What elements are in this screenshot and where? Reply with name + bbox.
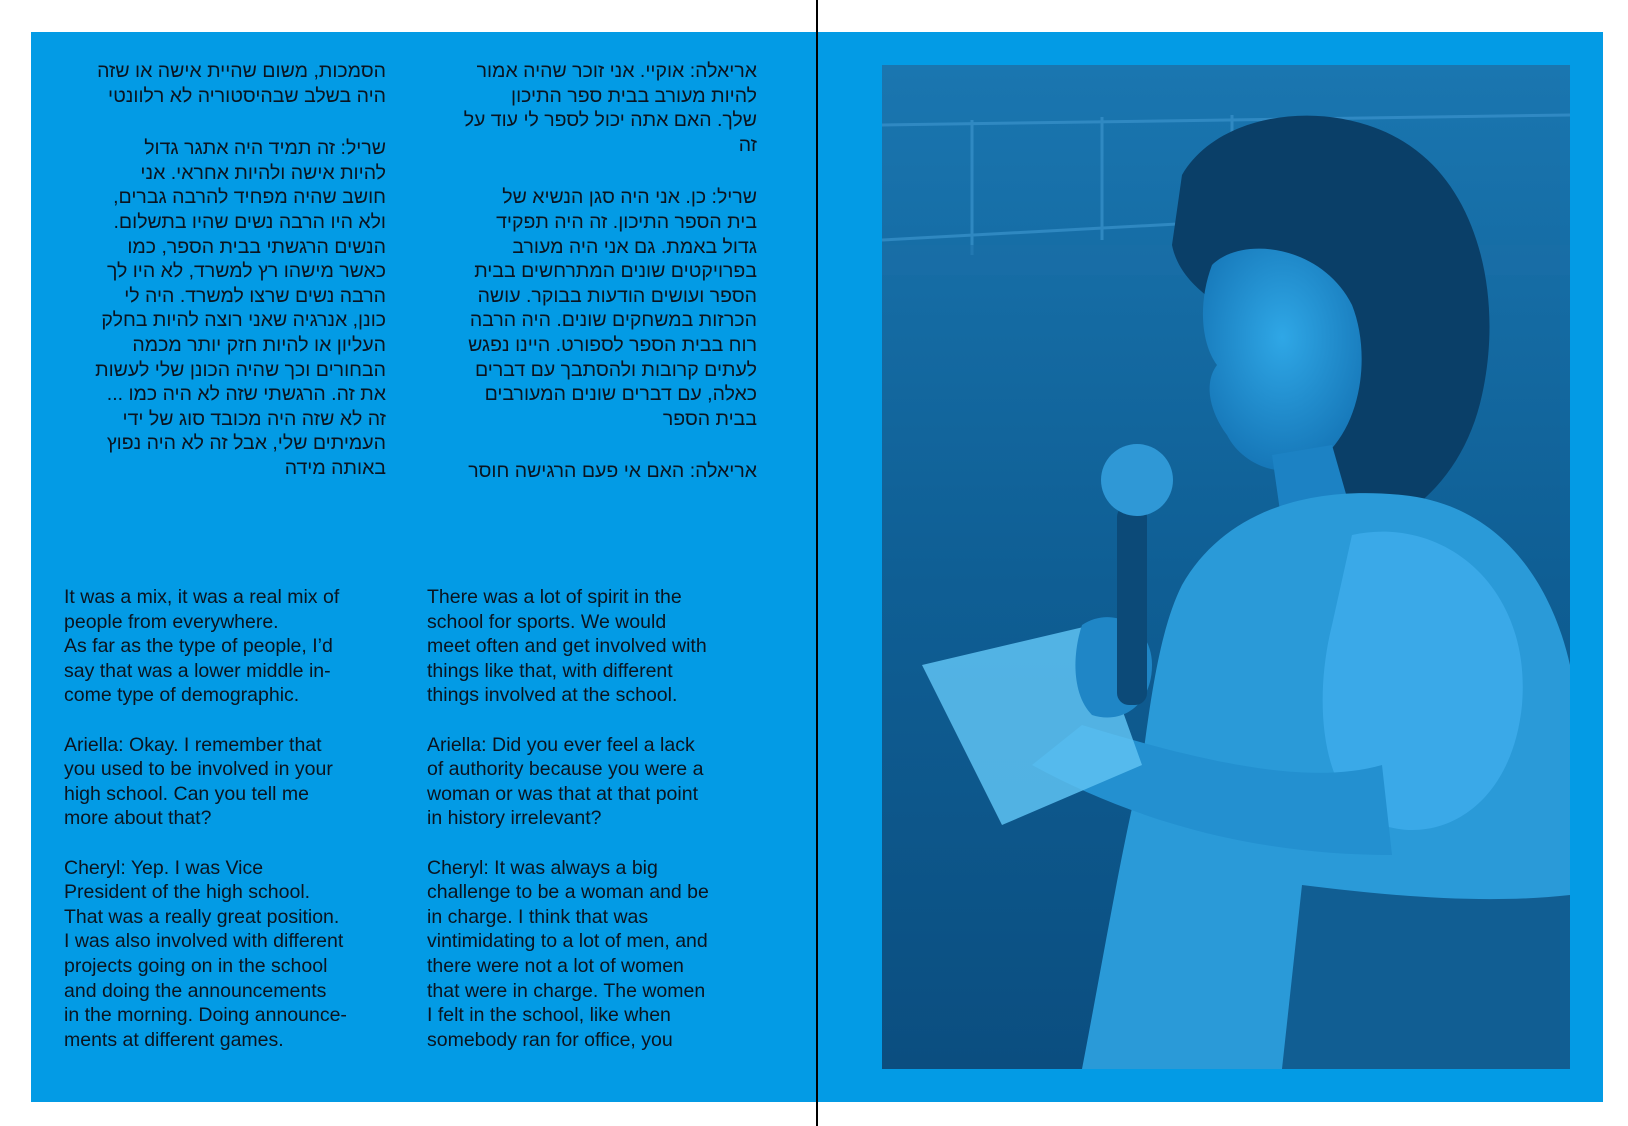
hebrew-text-right-column	[427, 59, 757, 512]
hebrew-paragraph: שריל: זה תמיד היה אתגר גדול להיות אישה ולהיות אחראי. אני חושב שהיה מפחיד להרבה גברים, ולא היו הרבה נשים שהיו בתשלום. הנשים הרגשתי בבית הספר, כמו כאשר מישהו רץ למשרד, לא היו לך הרבה נשים שרצו למשרד. היה לי כונן, אנרגיה שאני רוצה להיות בחלק העליון או להיות חזק יותר מכמה הבחורים וכך שהיה הכונן שלי לעשות את זה. הרגשתי שזה לא היה כמו ... זה לא שזה היה מכובד סוג של ידי העמיתים שלי, אבל זה לא היה נפוץ באותה מידה	[95, 137, 386, 479]
hebrew-paragraph: אריאלה: האם אי פעם הרגישה חוסר	[468, 460, 757, 483]
english-paragraph: Cheryl: Yep. I was Vice President of the high school. That was a really great position. I was also involved with different projects going on in the school and doing the announcements in the morning. Doing announce- ments at different games.	[64, 856, 347, 1051]
english-paragraph: Ariella: Did you ever feel a lack of authority because you were a woman or was that at that point in history irrelevant?	[427, 733, 704, 830]
english-text-left-column	[64, 585, 409, 1077]
english-paragraph: It was a mix, it was a real mix of people from everywhere. As far as the type of people, I’d say that was a lower middle in- come type of demographic.	[64, 586, 340, 707]
photo-illustration	[882, 65, 1570, 1069]
hebrew-paragraph: שריל: כן. אני היה סגן הנשיא של בית הספר התיכון. זה היה תפקיד גדול באמת. גם אני היה מעורב בפרויקטים שונים המתרחשים בבית הספר ועושים הודעות בבוקר. עושה הכרזות במשחקים שונים. היה הרבה רוח בבית הספר לספורט. היינו נפגש לעתים קרובות ולהסתבך עם דברים כאלה, עם דברים שונים המעורבים בבית הספר	[468, 186, 757, 430]
photo-girl-with-microphone	[882, 65, 1570, 1069]
hebrew-paragraph: הסמכות, משום שהיית אישה או שזה היה בשלב שבהיסטוריה לא רלוונטי	[97, 60, 386, 107]
right-page	[818, 32, 1603, 1102]
left-page	[31, 32, 816, 1102]
english-paragraph: Ariella: Okay. I remember that you used to be involved in your high school. Can you tell me more about that?	[64, 733, 333, 830]
english-paragraph: There was a lot of spirit in the school for sports. We would meet often and get involved with things like that, with different things involved at the school.	[427, 586, 707, 707]
english-text-right-column	[427, 585, 772, 1077]
english-paragraph: Cheryl: It was always a big challenge to be a woman and be in charge. I think that was vintimidating to a lot of men, and there were not a lot of women that were in charge. The women I felt in the school, like when somebody ran for office, you	[427, 856, 709, 1051]
hebrew-text-left-column	[61, 59, 386, 509]
hebrew-paragraph: אריאלה: אוקיי. אני זוכר שהיה אמור להיות מעורב בבית ספר התיכון שלך. האם אתה יכול לספר לי עוד על זה	[463, 60, 757, 156]
